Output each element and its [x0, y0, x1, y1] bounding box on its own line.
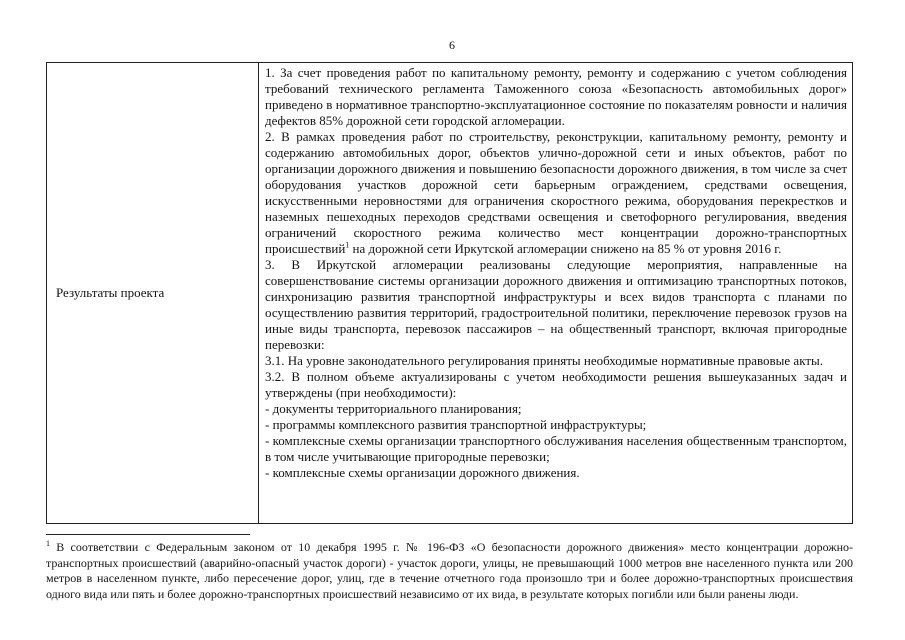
- footnote-text: В соответствии с Федеральным законом от 10 декабря 1995 г. № 196-ФЗ «О безопасности дорожного движения» место концентрации дорожно-транспортных происшествий (аварийно-опасный участок дороги) - участок дороги, улицы, не превышающий 1000 метров вне населенного пункта или 200 метров в населенном пункте, либо пересечение дорог, улиц, где в течение отчетного года произошло три и более дорожно-транспортных происшествия одного вида или пять и более дорожно-транспортных происшествий независимо от их вида, в результате которых погибли или были ранены люди.: [46, 540, 853, 601]
- paragraph-3-2: 3.2. В полном объеме актуализированы с учетом необходимости решения вышеуказанных задач и утверждены (при необходимости):: [265, 369, 847, 400]
- results-table: [46, 62, 853, 524]
- paragraph-3: 3. В Иркутской агломерации реализованы следующие мероприятия, направленные на совершенствование системы организации дорожного движения и оптимизацию транспортных потоков, синхронизацию развития транспортной инфраструктуры и всех видов транспорта с планами по осуществлению развития территорий, градостроительной политики, переключение перевозок грузов на иные виды транспорта, перевозок пассажиров – на общественный транспорт, включая пригородные перевозки:: [265, 257, 847, 352]
- footnote-reference: 1: [345, 240, 350, 250]
- footnote: [46, 540, 853, 602]
- content-cell: [265, 65, 847, 481]
- list-item: - программы комплексного развития транспортной инфраструктуры;: [265, 417, 647, 432]
- column-divider: [258, 63, 259, 523]
- list-item: - комплексные схемы организации дорожного движения.: [265, 465, 580, 480]
- paragraph-3-1: 3.1. На уровне законодательного регулирования приняты необходимые нормативные правовые акты.: [265, 353, 824, 368]
- label-cell: [47, 63, 258, 523]
- paragraph-2-text: 2. В рамках проведения работ по строительству, реконструкции, капитальному ремонту, ремонту и содержанию автомобильных дорог, объектов улично-дорожной сети и иных объектов, работ по организации дорожного движения и повышению безопасности дорожного движения, в том числе за счет оборудования участков дорожной сети барьерным ограждением, средствами освещения, искусственными неровностями для ограничения скоростного режима, оборудования перекрестков и наземных пешеходных переходов средствами освещения и светофорного регулирования, введения ограничений скоростного режима количество мест концентрации дорожно-транспортных происшествий: [265, 129, 847, 256]
- footnote-separator: [46, 534, 250, 535]
- list-item: - комплексные схемы организации транспортного обслуживания населения общественным транспортом, в том числе учитывающие пригородные перевозки;: [265, 433, 847, 464]
- list-item: - документы территориального планирования;: [265, 401, 522, 416]
- footnote-marker: 1: [46, 539, 50, 548]
- paragraph-2-tail: на дорожной сети Иркутской агломерации снижено на 85 % от уровня 2016 г.: [349, 241, 782, 256]
- paragraph-1: 1. За счет проведения работ по капитальному ремонту, ремонту и содержанию с учетом соблюдения требований технического регламента Таможенного союза «Безопасность автомобильных дорог» приведено в нормативное транспортно-эксплуатационное состояние по показателям ровности и наличия дефектов 85% дорожной сети городской агломерации.: [265, 65, 847, 128]
- row-label: Результаты проекта: [56, 285, 165, 300]
- paragraph-2: [265, 129, 847, 257]
- page-number: 6: [449, 38, 455, 52]
